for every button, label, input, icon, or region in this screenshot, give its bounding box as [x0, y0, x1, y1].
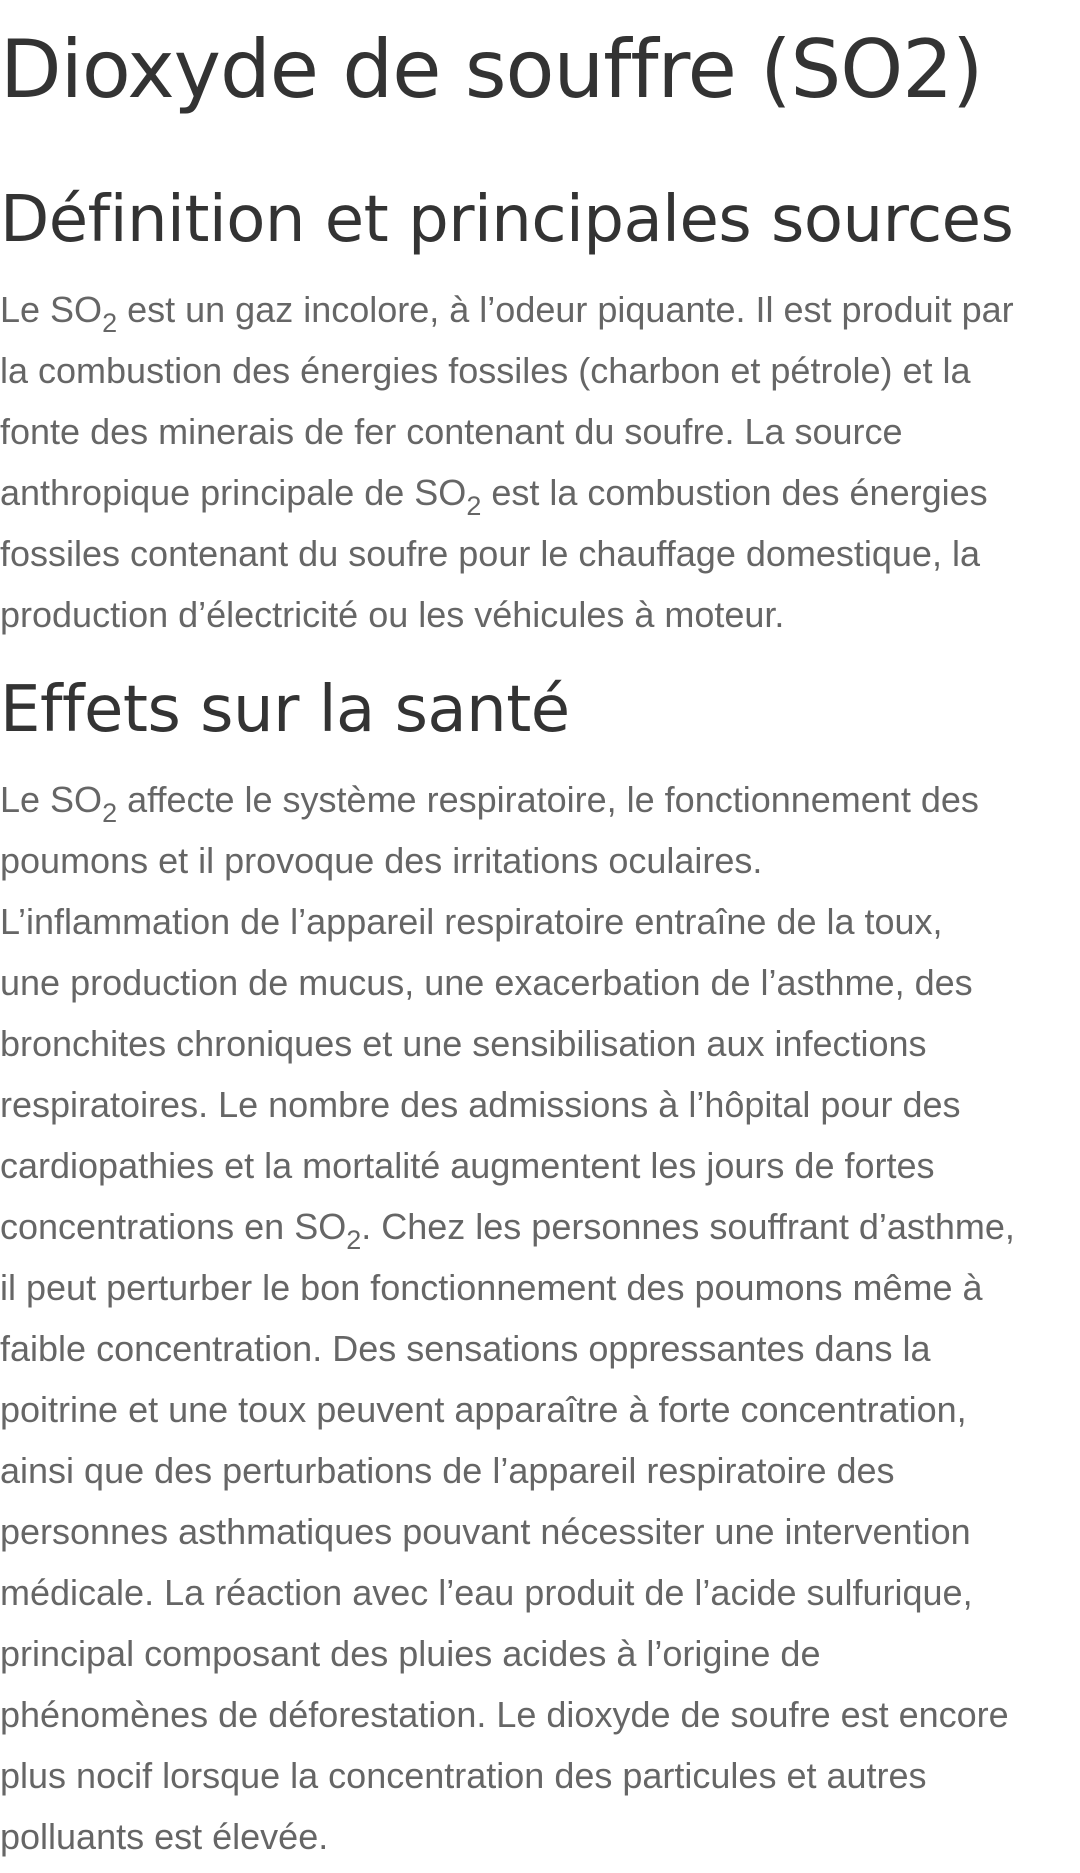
text-run: fonte des minerais de fer contenant du soufre. La source: [0, 411, 903, 452]
text-run: est un gaz incolore, à l’odeur piquante. Il est produit par: [117, 289, 1014, 330]
text-line: [0, 1501, 1080, 1562]
text-run: il peut perturber le bon fonctionnement des poumons même à: [0, 1267, 983, 1308]
text-run: est la combustion des énergies: [481, 472, 988, 513]
text-run: une production de mucus, une exacerbation de l’asthme, des: [0, 962, 973, 1003]
text-line: [0, 1745, 1080, 1806]
text-line: [0, 1379, 1080, 1440]
text-run: poumons et il provoque des irritations oculaires.: [0, 840, 763, 881]
text-line: [0, 523, 1080, 584]
text-line: [0, 830, 1080, 891]
subscript: 2: [466, 491, 482, 521]
section-heading-health-effects: Effets sur la santé: [0, 673, 570, 747]
text-line: [0, 1257, 1080, 1318]
subscript: 2: [346, 1225, 362, 1255]
text-line: [0, 891, 1080, 952]
text-run: principal composant des pluies acides à l’origine de: [0, 1633, 821, 1674]
text-line: [0, 462, 1080, 523]
text-line: [0, 1562, 1080, 1623]
text-run: Le SO: [0, 779, 103, 820]
text-line: [0, 1013, 1080, 1074]
text-run: affecte le système respiratoire, le fonctionnement des: [117, 779, 979, 820]
text-run: phénomènes de déforestation. Le dioxyde de soufre est encore: [0, 1694, 1009, 1735]
text-run: faible concentration. Des sensations oppressantes dans la: [0, 1328, 931, 1369]
text-line: [0, 1684, 1080, 1745]
text-run: respiratoires. Le nombre des admissions à l’hôpital pour des: [0, 1084, 961, 1125]
text-line: [0, 401, 1080, 462]
text-run: ainsi que des perturbations de l’appareil respiratoire des: [0, 1450, 895, 1491]
subscript: 2: [102, 308, 118, 338]
text-run: la combustion des énergies fossiles (charbon et pétrole) et la: [0, 350, 971, 391]
section-heading-definition: Définition et principales sources: [0, 183, 1014, 257]
text-run: concentrations en SO: [0, 1206, 347, 1247]
text-run: . Chez les personnes souffrant d’asthme,: [361, 1206, 1015, 1247]
text-line: [0, 1074, 1080, 1135]
text-run: personnes asthmatiques pouvant nécessiter une intervention: [0, 1511, 971, 1552]
text-line: [0, 340, 1080, 401]
text-run: anthropique principale de SO: [0, 472, 467, 513]
text-run: médicale. La réaction avec l’eau produit de l’acide sulfurique,: [0, 1572, 973, 1613]
text-run: cardiopathies et la mortalité augmentent les jours de fortes: [0, 1145, 935, 1186]
text-run: L’inflammation de l’appareil respiratoire entraîne de la toux,: [0, 901, 943, 942]
text-line: [0, 1440, 1080, 1501]
text-run: plus nocif lorsque la concentration des particules et autres: [0, 1755, 927, 1796]
text-run: poitrine et une toux peuvent apparaître à forte concentration,: [0, 1389, 967, 1430]
text-line: [0, 1623, 1080, 1684]
text-run: Le SO: [0, 289, 103, 330]
text-run: bronchites chroniques et une sensibilisation aux infections: [0, 1023, 927, 1064]
text-run: production d’électricité ou les véhicules à moteur.: [0, 594, 785, 635]
text-line: [0, 1196, 1080, 1257]
text-line: [0, 1806, 1080, 1867]
text-line: [0, 1135, 1080, 1196]
text-line: [0, 279, 1080, 340]
text-line: [0, 769, 1080, 830]
text-line: [0, 584, 1080, 645]
health-effects-paragraph: [0, 769, 1080, 1867]
text-line: [0, 952, 1080, 1013]
definition-paragraph: [0, 279, 1080, 645]
text-run: fossiles contenant du soufre pour le chauffage domestique, la: [0, 533, 980, 574]
page-title: Dioxyde de souffre (SO2): [0, 23, 983, 116]
text-run: polluants est élevée.: [0, 1816, 329, 1857]
subscript: 2: [102, 798, 118, 828]
text-line: [0, 1318, 1080, 1379]
